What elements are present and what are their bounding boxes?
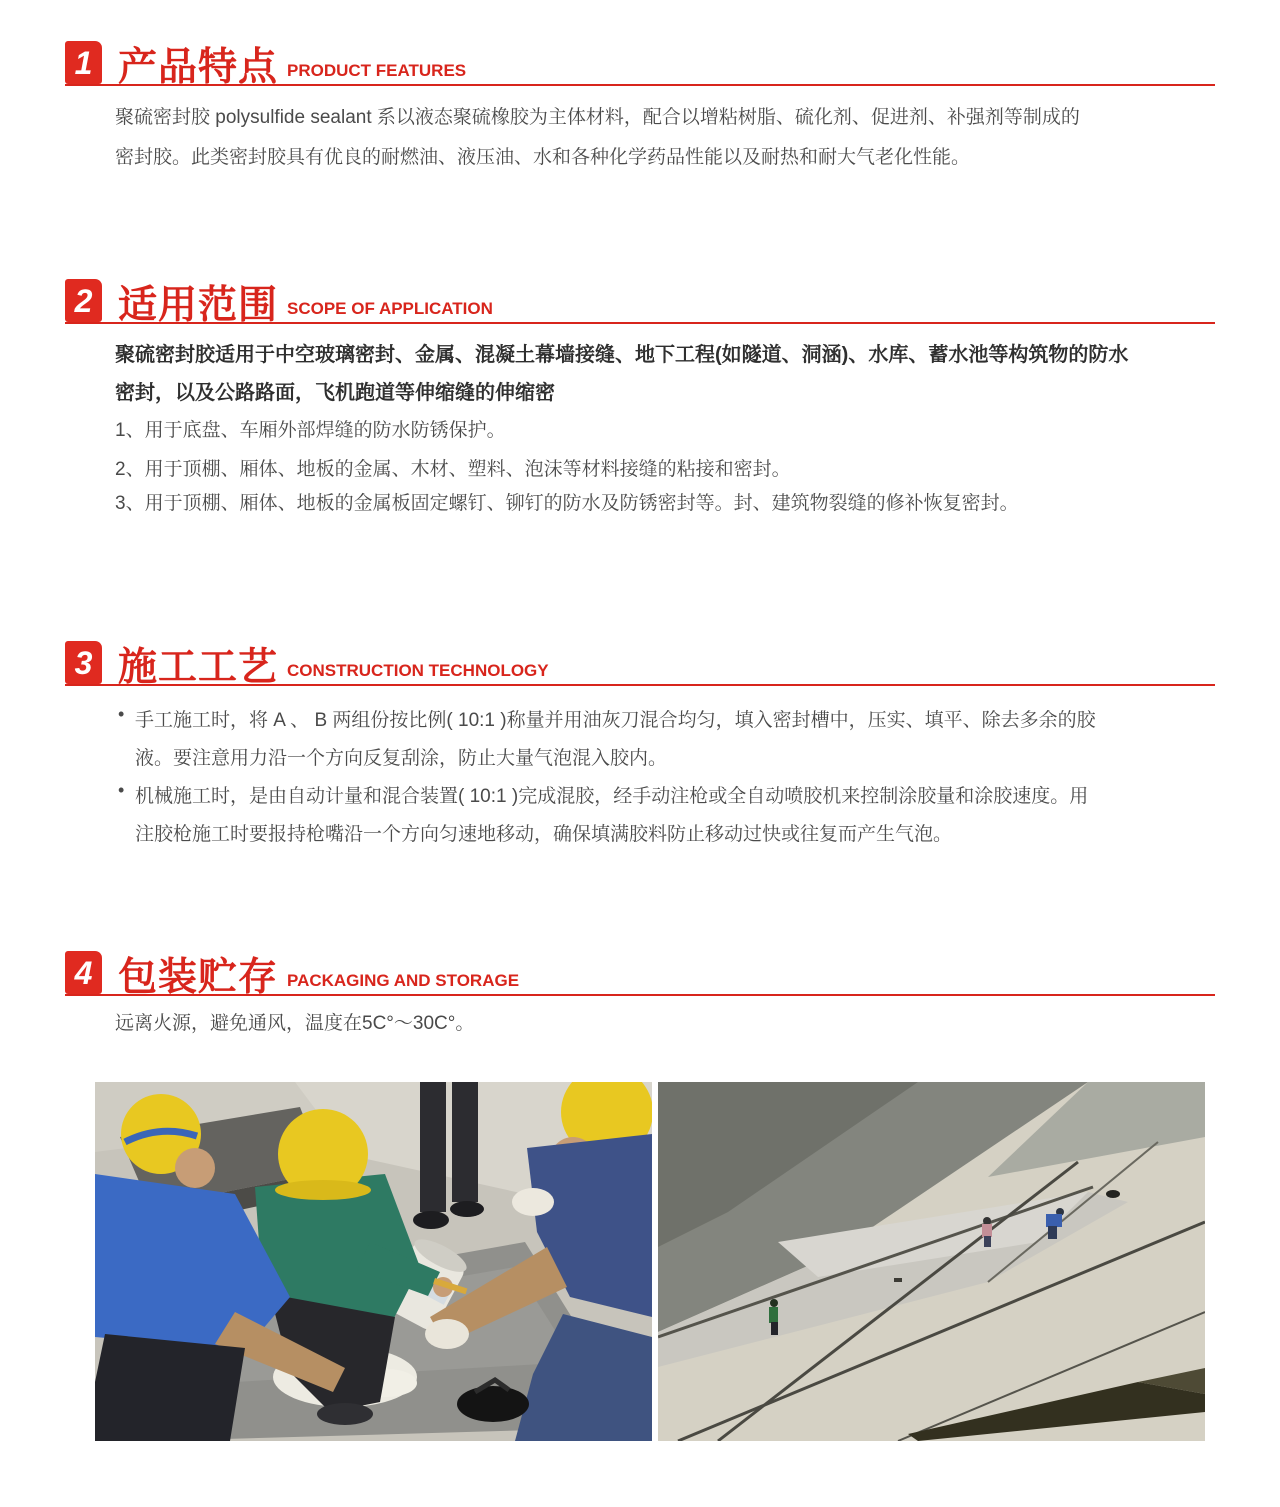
section-4-number-badge: 4 [65, 951, 102, 994]
bullet-line: 液。要注意用力沿一个方向反复刮涂，防止大量气泡混入胶内。 [135, 748, 668, 769]
bullet-item [115, 778, 1088, 854]
section-1-header [65, 38, 1215, 89]
bullet-item [115, 702, 1096, 778]
photo-illustration [95, 1082, 652, 1441]
list-item: 2、用于顶棚、厢体、地板的金属、木材、塑料、泡沫等材料接缝的粘接和密封。 [115, 459, 791, 480]
dam-slope-expansion-joint-photo [658, 1082, 1205, 1441]
section-4-title-en: PACKAGING AND STORAGE [287, 971, 520, 990]
lead-line: 密封，以及公路路面，飞机跑道等伸缩缝的伸缩密 [115, 382, 555, 404]
section-3-title-en: CONSTRUCTION TECHNOLOGY [287, 661, 549, 680]
section-2-title-zh: 适用范围 [118, 284, 279, 327]
section-3-number-badge: 3 [65, 641, 102, 684]
section-4-header [65, 948, 1215, 999]
photo-illustration [658, 1082, 1205, 1441]
bullet-line: 机械施工时，是由自动计量和混合装置( 10:1 )完成混胶，经手动注枪或全自动喷胶机来控制涂胶量和涂胶速度。用 [135, 786, 1089, 807]
section-4-paragraph [115, 1008, 474, 1040]
section-2-header [65, 276, 1215, 327]
lead-line: 聚硫密封胶适用于中空玻璃密封、金属、混凝土幕墙接缝、地下工程(如隧道、洞涵)、水库、蓄水池等构筑物的防水 [115, 344, 1129, 366]
section-1-title-en: PRODUCT FEATURES [287, 61, 467, 80]
section-4-title-zh: 包装贮存 [118, 956, 279, 999]
section-1-title-zh: 产品特点 [118, 46, 279, 89]
workers-mixing-sealant-photo [95, 1082, 652, 1441]
section-3-title-zh: 施工工艺 [118, 646, 279, 689]
section-1-number-badge: 1 [65, 41, 102, 84]
section-2-title-en: SCOPE OF APPLICATION [287, 299, 493, 318]
bullet-dot: • [118, 704, 125, 724]
list-item: 3、用于顶棚、厢体、地板的金属板固定螺钉、铆钉的防水及防锈密封等。封、建筑物裂缝的修补恢复密封。 [115, 493, 1019, 514]
section-2-lead-paragraph [115, 336, 1128, 412]
paragraph-line: 远离火源，避免通风，温度在5C°～30C°。 [115, 1013, 475, 1034]
section-1-paragraph [115, 98, 1080, 178]
section-2-number-badge: 2 [65, 279, 102, 322]
section-3-header [65, 638, 1215, 689]
bullet-dot: • [118, 780, 125, 800]
list-item: 1、用于底盘、车厢外部焊缝的防水防锈保护。 [115, 420, 506, 441]
paragraph-line: 聚硫密封胶 polysulfide sealant 系以液态聚硫橡胶为主体材料，配合以增粘树脂、硫化剂、促进剂、补强剂等制成的 [115, 107, 1080, 128]
bullet-line: 注胶枪施工时要报持枪嘴沿一个方向匀速地移动，确保填满胶料防止移动过快或往复而产生气泡。 [135, 824, 953, 845]
paragraph-line: 密封胶。此类密封胶具有优良的耐燃油、液压油、水和各种化学药品性能以及耐热和耐大气老化性能。 [115, 147, 971, 168]
bullet-line: 手工施工时，将 A 、 B 两组份按比例( 10:1 )称量并用油灰刀混合均匀，填入密封槽中，压实、填平、除去多余的胶 [135, 710, 1096, 731]
